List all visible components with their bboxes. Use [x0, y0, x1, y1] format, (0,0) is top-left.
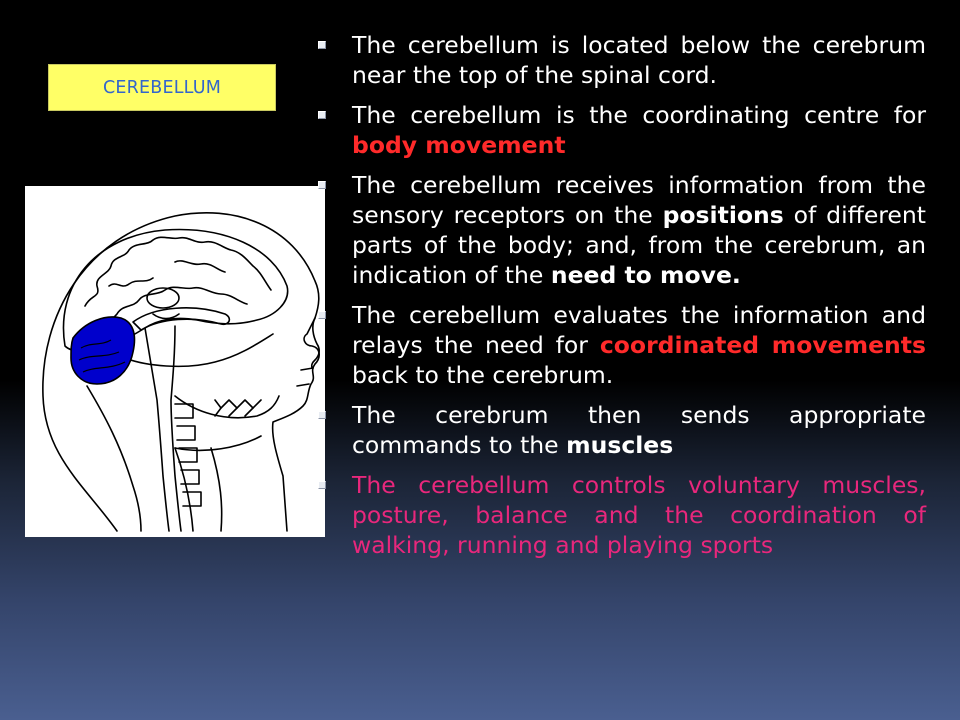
square-bullet-icon [318, 181, 326, 189]
bullet-text: back to the cerebrum. [352, 361, 614, 389]
title-box [48, 64, 276, 111]
bullet-emphasis: muscles [566, 431, 674, 459]
square-bullet-icon [318, 41, 326, 49]
square-bullet-icon [318, 111, 326, 119]
bullet-emphasis: positions [662, 201, 784, 229]
bullet-item-commands [316, 400, 926, 460]
bullet-text: The cerebellum receives information from the sensory receptors on the [352, 171, 926, 229]
bullet-item-coordinating-centre [316, 100, 926, 160]
bullet-text: The cerebellum evaluates the information and relays the need for [352, 301, 926, 359]
slide-title: CEREBELLUM [102, 77, 222, 98]
bullet-text: The cerebellum is the coordinating centre for [352, 101, 926, 129]
bullet-emphasis: need to move. [550, 261, 741, 289]
bullet-text: of different parts of the body; and, from the cerebrum, an indication of the [352, 201, 926, 289]
bullet-item-location [316, 30, 926, 90]
bullet-emphasis: coordinated movements [599, 331, 926, 359]
brain-sagittal-section-icon [25, 186, 325, 537]
brain-diagram [25, 186, 325, 537]
bullet-item-evaluates [316, 300, 926, 390]
bullet-text: The cerebellum controls voluntary muscles, posture, balance and the coordination of walking, running and playing sports [352, 471, 926, 559]
cerebellum-highlight [71, 317, 135, 384]
bullet-item-receives-information [316, 170, 926, 290]
square-bullet-icon [318, 311, 326, 319]
bullet-item-controls [316, 470, 926, 560]
square-bullet-icon [318, 481, 326, 489]
bullet-text: The cerebrum then sends appropriate commands to the [352, 401, 926, 459]
bullet-emphasis: body movement [352, 131, 566, 159]
bullet-text: The cerebellum is located below the cerebrum near the top of the spinal cord. [352, 31, 926, 89]
square-bullet-icon [318, 411, 326, 419]
bullet-list [316, 30, 926, 570]
